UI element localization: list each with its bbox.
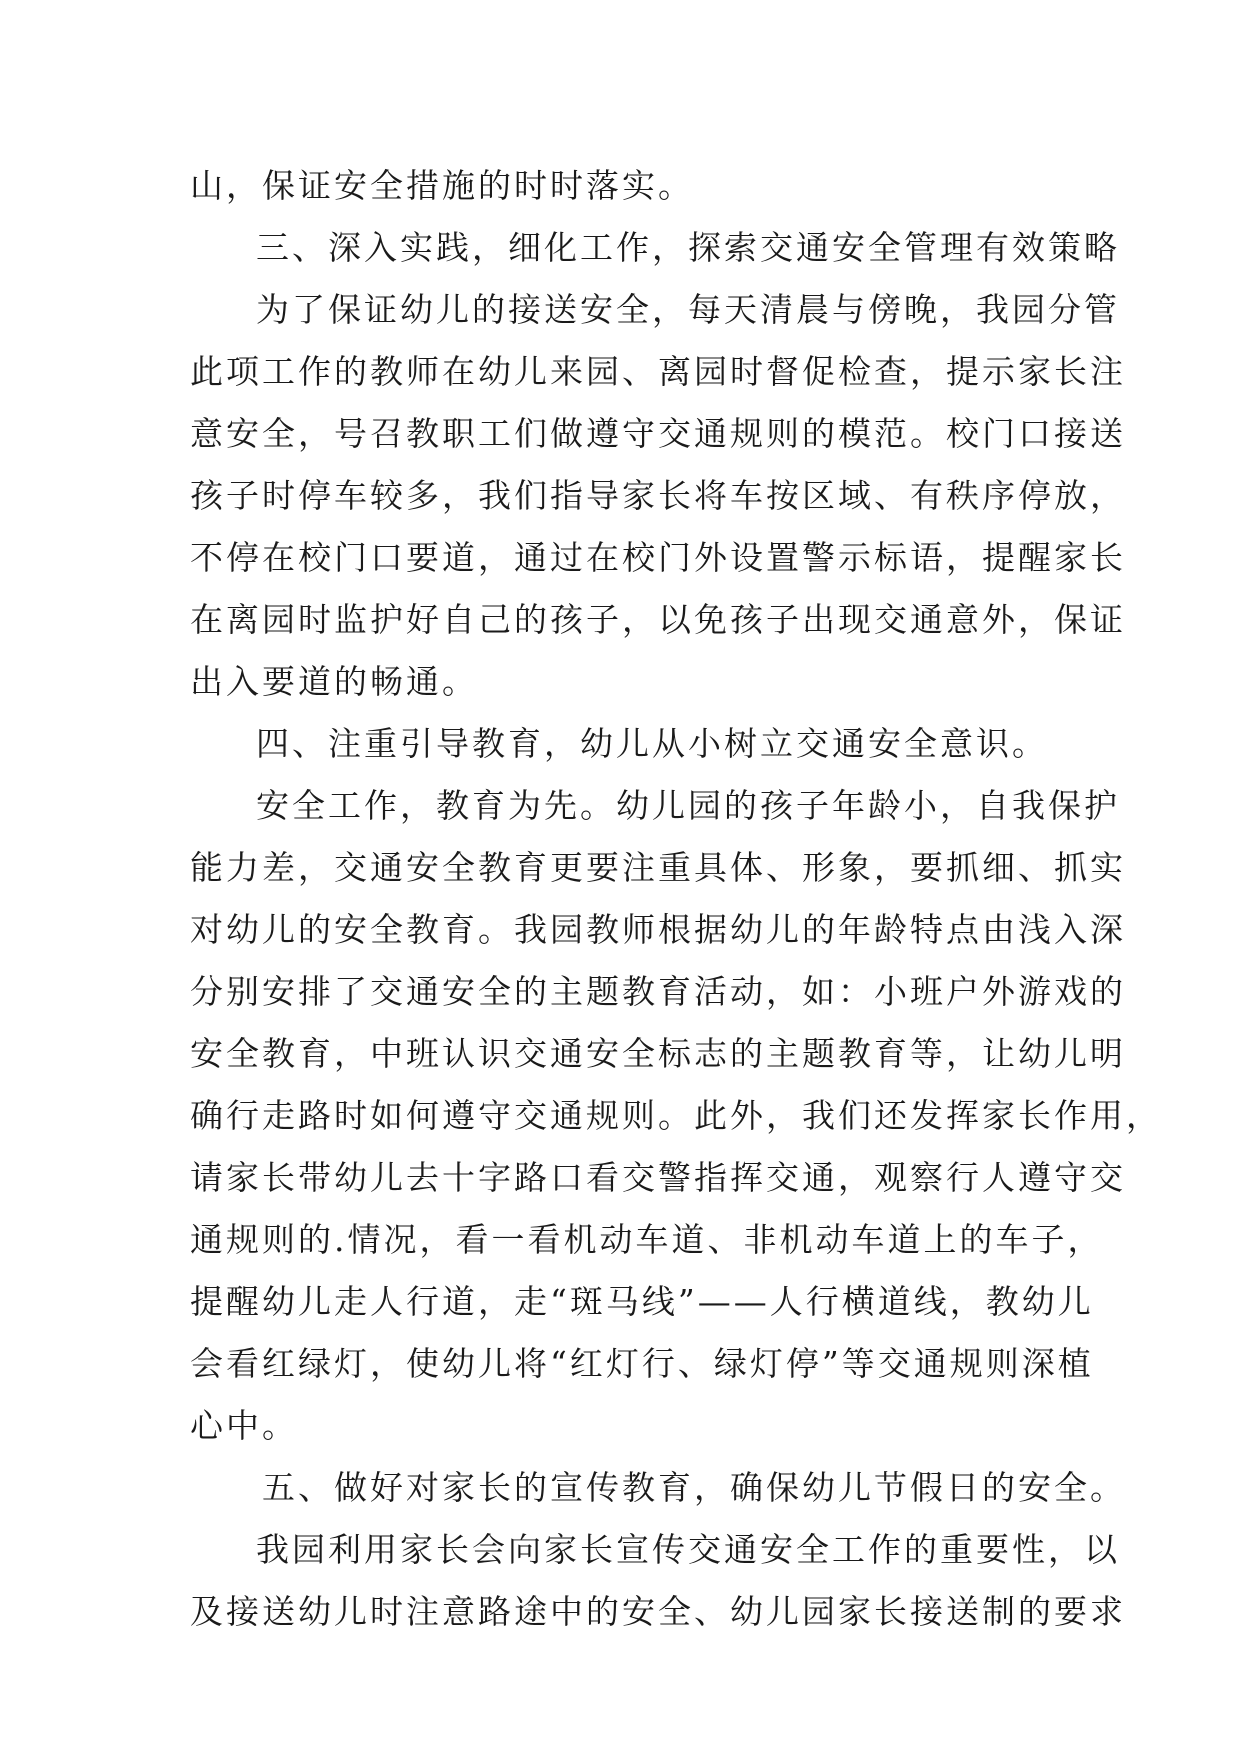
text-line-8: 在离园时监护好自己的孩子，以免孩子出现交通意外，保证 bbox=[190, 600, 1126, 639]
text-line-17: 请家长带幼儿去十字路口看交警指挥交通，观察行人遵守交 bbox=[190, 1158, 1126, 1197]
text-line-15: 安全教育，中班认识交通安全标志的主题教育等，让幼儿明 bbox=[190, 1034, 1126, 1073]
text-line-4: 此项工作的教师在幼儿来园、离园时督促检查，提示家长注 bbox=[190, 352, 1126, 391]
section-heading-4: 四、注重引导教育，幼儿从小树立交通安全意识。 bbox=[256, 724, 1048, 763]
text-line-16: 确行走路时如何遵守交通规则。此外，我们还发挥家长作用， bbox=[190, 1096, 1162, 1135]
text-line-3: 为了保证幼儿的接送安全，每天清晨与傍晚，我园分管 bbox=[256, 290, 1120, 329]
text-line-24: 及接送幼儿时注意路途中的安全、幼儿园家长接送制的要求 bbox=[190, 1592, 1126, 1631]
text-line-5: 意安全，号召教职工们做遵守交通规则的模范。校门口接送 bbox=[190, 414, 1126, 453]
text-line-11: 安全工作，教育为先。幼儿园的孩子年龄小，自我保护 bbox=[256, 786, 1120, 825]
text-line-6: 孩子时停车较多，我们指导家长将车按区域、有秩序停放， bbox=[190, 476, 1126, 515]
text-line-13: 对幼儿的安全教育。我园教师根据幼儿的年龄特点由浅入深 bbox=[190, 910, 1126, 949]
text-line-9: 出入要道的畅通。 bbox=[190, 662, 478, 701]
text-line-21: 心中。 bbox=[190, 1406, 298, 1445]
text-line-14: 分别安排了交通安全的主题教育活动，如：小班户外游戏的 bbox=[190, 972, 1126, 1011]
text-line-7: 不停在校门口要道，通过在校门外设置警示标语，提醒家长 bbox=[190, 538, 1126, 577]
text-line-23: 我园利用家长会向家长宣传交通安全工作的重要性，以 bbox=[256, 1530, 1120, 1569]
text-line-18: 通规则的.情况，看一看机动车道、非机动车道上的车子， bbox=[190, 1220, 1104, 1259]
text-line-20: 会看红绿灯，使幼儿将“红灯行、绿灯停”等交通规则深植 bbox=[190, 1344, 1094, 1383]
text-line-1: 山，保证安全措施的时时落实。 bbox=[190, 166, 694, 205]
text-line-12: 能力差，交通安全教育更要注重具体、形象，要抓细、抓实 bbox=[190, 848, 1126, 887]
section-heading-5: 五、做好对家长的宣传教育，确保幼儿节假日的安全。 bbox=[262, 1468, 1126, 1507]
text-line-19: 提醒幼儿走人行道，走“斑马线”——人行横道线，教幼儿 bbox=[190, 1282, 1094, 1321]
section-heading-3: 三、深入实践，细化工作，探索交通安全管理有效策略 bbox=[256, 228, 1120, 267]
